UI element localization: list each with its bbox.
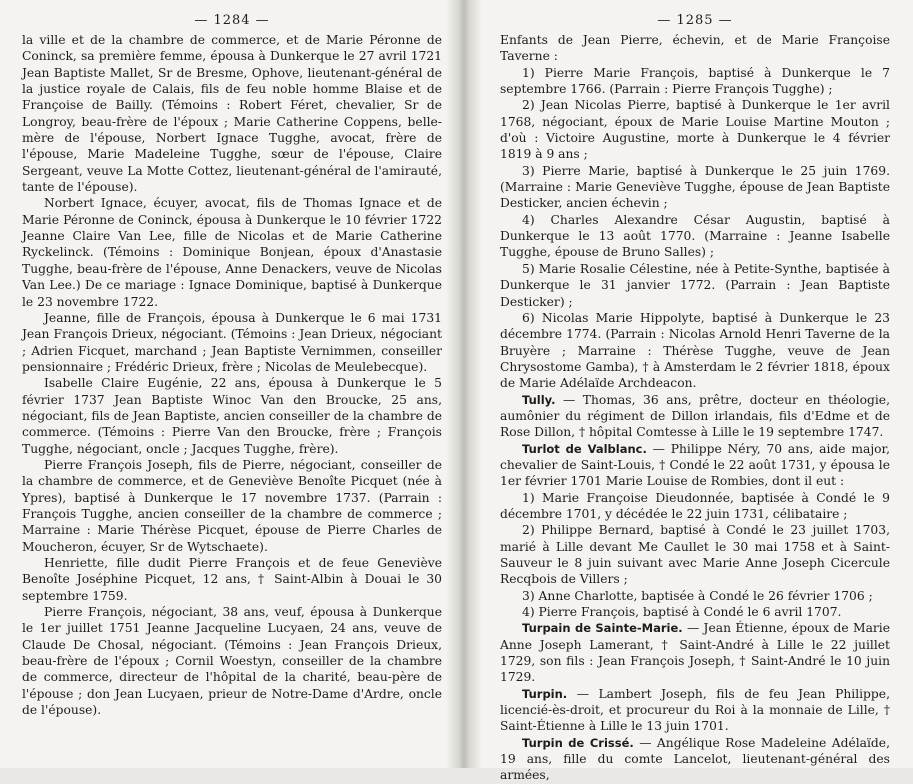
entry-heading: Turpain de Sainte-Marie. [522, 621, 683, 636]
entry-text: — Jean Étienne, époux de Marie Anne Joseph Lamerant, † Saint-André à Lille le 22 juillet 1729, son fils : Jean François Joseph, † Saint-André le 10 juin 1729. [500, 621, 890, 685]
list-item: 5) Marie Rosalie Célestine, née à Petite-Synthe, baptisée à Dunkerque le 31 janvier 1772. (Parrain : Jean Baptiste Desticker) ; [500, 261, 890, 309]
list-item: 2) Philippe Bernard, baptisé à Condé le 23 juillet 1703, marié à Lille devant Me Caullet le 30 mai 1758 et à Saint-Sauveur le 8 juin suivant avec Marie Anne Joseph Cicercule Recqbois de Villers ; [500, 523, 890, 587]
list-item: 1) Pierre Marie François, baptisé à Dunkerque le 7 septembre 1766. (Parrain : Pierre François Tugghe) ; [500, 65, 890, 97]
paragraph: la ville et de la chambre de commerce, et de Marie Péronne de Coninck, sa première femme, épousa à Dunkerque le 27 avril 1721 Jean Baptiste Mallet, Sr de Bresme, Ophove, lieutenant-général de la justice royale de Calais, fils de feu noble homme Blaise et de Françoise de Bailly. (Témoins : Robert Féret, chevalier, Sr de Longroy, beau-frère de l'époux ; Marie Catherine Coppens, belle-mère de l'épouse, Norbert Ignace Tugghe, avocat, frère de l'épouse, Marie Madeleine Tugghe, sœur de l'épouse, Claire Sergeant, veuve La Motte Cottez, lieutenant-général de l'amirauté, tante de l'épouse). [22, 33, 442, 195]
entry-heading: Tully. [522, 392, 556, 407]
paragraph: Isabelle Claire Eugénie, 22 ans, épousa à Dunkerque le 5 février 1737 Jean Baptiste Winoc Van den Broucke, 25 ans, négociant, fils de Jean Baptiste, ancien conseiller de la chambre de commerce. (Témoins : Pierre Van den Broucke, frère ; François Tugghe, négociant, oncle ; Jacques Tugghe, frère). [22, 376, 442, 456]
entry-turlot [500, 441, 890, 490]
entry-heading: Turpin de Crissé. [522, 735, 634, 750]
entry-text: — Angélique Rose Madeleine Adélaïde, 19 ans, fille du comte Lancelot, lieutenant-général des armées, [500, 735, 890, 783]
list-item: 6) Nicolas Marie Hippolyte, baptisé à Dunkerque le 23 décembre 1774. (Parrain : Nicolas Arnold Henri Taverne de la Bruyère ; Marraine : Thérèse Tugghe, veuve de Jean Chrysostome Gamba), † à Amsterdam le 2 février 1818, époux de Marie Adélaïde Archdeacon. [500, 310, 890, 391]
paragraph: Jeanne, fille de François, épousa à Dunkerque le 6 mai 1731 Jean François Drieux, négociant. (Témoins : Jean Drieux, négociant ; Adrien Ficquet, marchand ; Jean Baptiste Vernimmen, conseiller pensionnaire ; Frédéric Drieux, frère ; Nicolas de Meulebecque). [22, 310, 442, 374]
list-item: 3) Pierre Marie, baptisé à Dunkerque le 25 juin 1769. (Marraine : Marie Geneviève Tugghe, épouse de Jean Baptiste Desticker, ancien échevin ; [500, 163, 890, 211]
list-item: 4) Pierre François, baptisé à Condé le 6 avril 1707. [522, 605, 842, 620]
list-item: 2) Jean Nicolas Pierre, baptisé à Dunkerque le 1er avril 1768, négociant, époux de Marie Louise Martine Mouton ; d'où : Victoire Augustine, morte à Dunkerque le 4 février 1819 à 9 ans ; [500, 98, 890, 162]
paragraph: Norbert Ignace, écuyer, avocat, fils de Thomas Ignace et de Marie Péronne de Coninck, épousa à Dunkerque le 10 février 1722 Jeanne Claire Van Lee, fille de Nicolas et de Marie Catherine Ryckelinck. (Témoins : Dominique Bonjean, époux d'Anastasie Tugghe, beau-frère de l'épouse, Anne Denackers, veuve de Nicolas Van Lee.) De ce mariage : Ignace Dominique, baptisé à Dunkerque le 23 novembre 1722. [22, 196, 442, 309]
paragraph: Pierre François Joseph, fils de Pierre, négociant, conseiller de la chambre de commerce, et de Geneviève Benoîte Picquet (née à Ypres), baptisé à Dunkerque le 17 novembre 1737. (Parrain : François Tugghe, ancien conseiller de la chambre de commerce ; Marraine : Marie Thérèse Picquet, épouse de Pierre Charles de Moucheron, écuyer, Sr de Wytschaete). [22, 457, 442, 554]
entry-heading: Turlot de Valblanc. [522, 441, 647, 456]
paragraph: Pierre François, négociant, 38 ans, veuf, épousa à Dunkerque le 1er juillet 1751 Jeanne Jacqueline Lucyaen, 24 ans, veuve de Claude De Chosal, négociant. (Témoins : Jean François Drieux, beau-frère de l'époux ; Cornil Woestyn, conseiller de la chambre de commerce, directeur de l'hôpital de la charité, beau-père de l'épouse ; don Jean Lucyaen, prieur de Notre-Dame d'Ardre, oncle de l'épouse). [22, 605, 442, 718]
entry-heading: Turpin. [522, 686, 568, 701]
entry-turpain [500, 620, 890, 685]
entry-text: — Lambert Joseph, fils de feu Jean Philippe, licencié-ès-droit, et procureur du Roi à la monnaie de Lille, † Saint-Étienne à Lille le 13 juin 1701. [500, 686, 890, 734]
book-gutter [446, 0, 482, 768]
right-page-body [500, 32, 890, 784]
left-page [22, 0, 442, 768]
list-item: 4) Charles Alexandre César Augustin, baptisé à Dunkerque le 13 août 1770. (Marraine : Jeanne Isabelle Tugghe, épouse de Bruno Salles) ; [500, 212, 890, 260]
page-number-right: — 1285 — [657, 13, 733, 28]
entry-text: — Thomas, 36 ans, prêtre, docteur en théologie, aumônier du régiment de Dillon irlandais, fils d'Edme et de Rose Dillon, † hôpital Comtesse à Lille le 19 septembre 1747. [500, 392, 890, 440]
children-intro: Enfants de Jean Pierre, échevin, et de Marie Françoise Taverne : [500, 33, 890, 64]
left-page-body [22, 32, 442, 718]
page-number-left: — 1284 — [194, 13, 270, 28]
list-item: 3) Anne Charlotte, baptisée à Condé le 26 février 1706 ; [522, 588, 873, 603]
entry-tully [500, 392, 890, 441]
entry-turpin-de-crisse [500, 735, 890, 784]
list-item: 1) Marie Françoise Dieudonnée, baptisée à Condé le 9 décembre 1701, y décédée le 22 juin 1731, célibataire ; [500, 490, 890, 521]
entry-text: — Philippe Néry, 70 ans, aide major, chevalier de Saint-Louis, † Condé le 22 août 1731, y épousa le 1er février 1701 Marie Louise de Rombies, dont il eut : [500, 441, 890, 489]
right-page [500, 0, 890, 783]
entry-turpin [500, 686, 890, 735]
paragraph: Henriette, fille dudit Pierre François et de feue Geneviève Benoîte Joséphine Picquet, 12 ans, † Saint-Albin à Douai le 30 septembre 1759. [22, 556, 442, 603]
